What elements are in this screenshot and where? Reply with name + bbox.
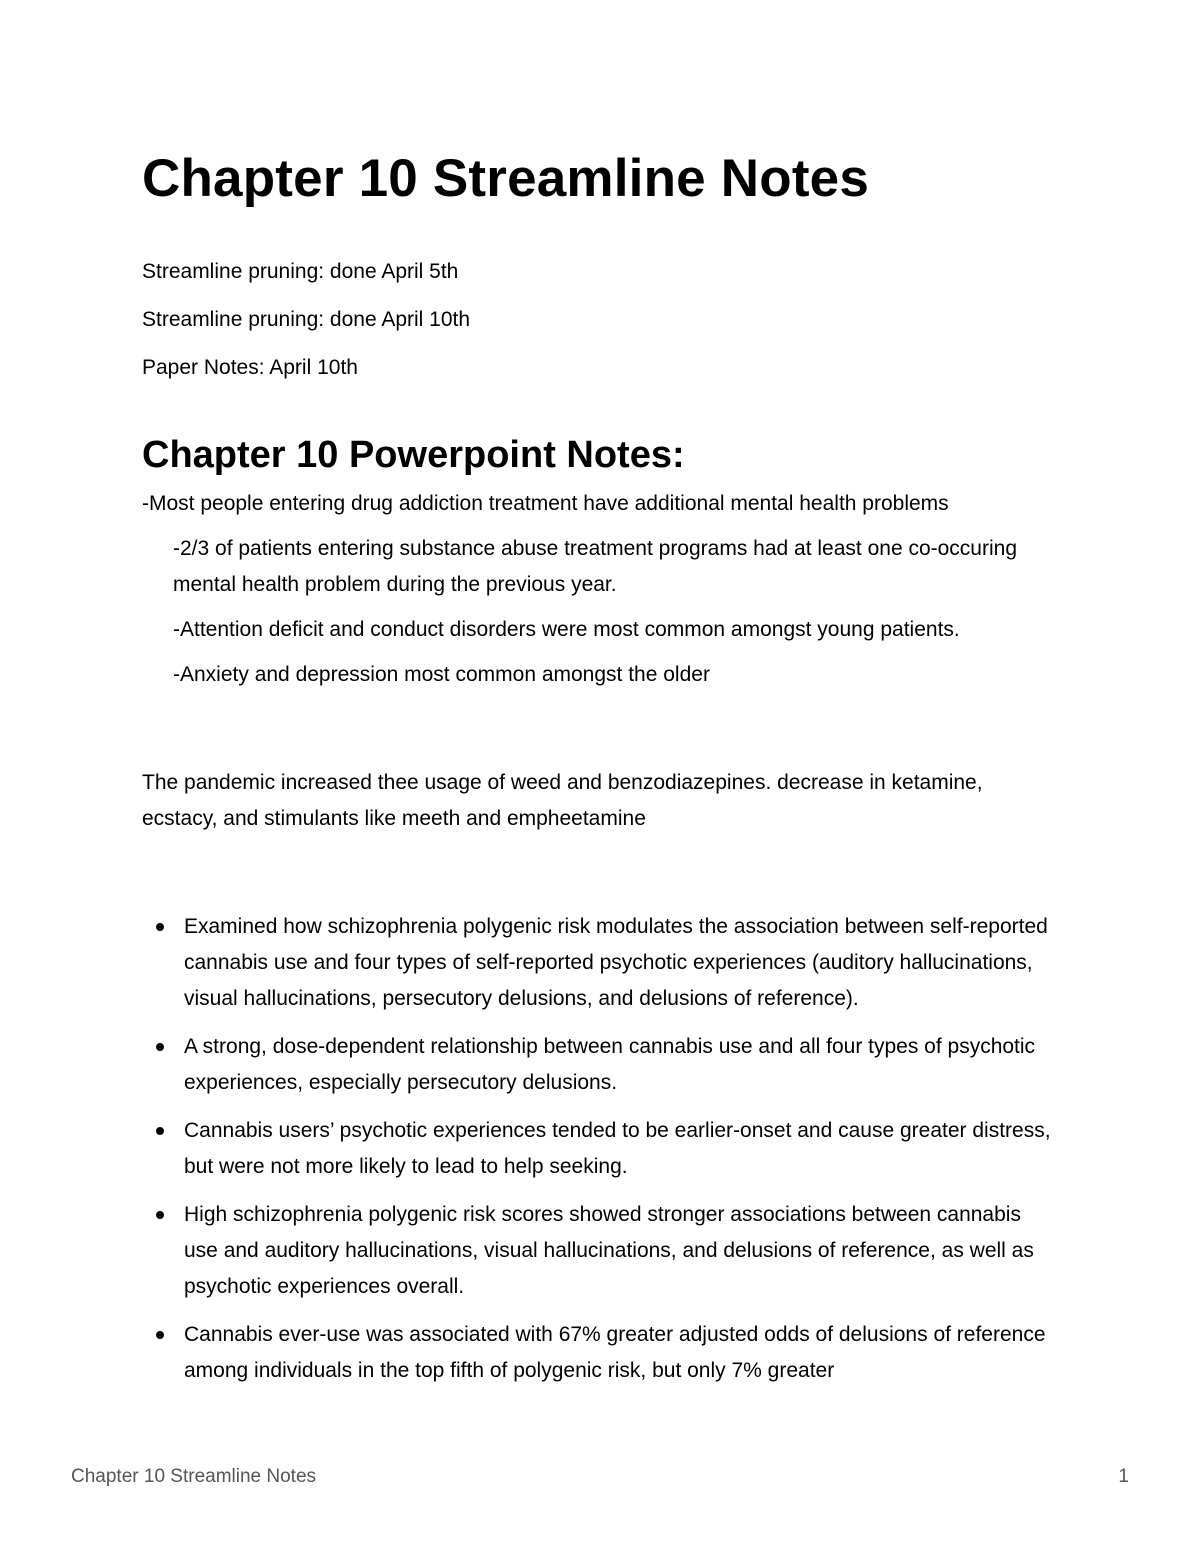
bullet-icon (156, 1127, 164, 1135)
body-paragraph: The pandemic increased thee usage of weed and benzodiazepines. decrease in ketamine, ecstacy, and stimulants like meeth and empheetamine (142, 771, 983, 830)
list-item-text: Cannabis users’ psychotic experiences tended to be earlier-onset and cause greater distress, but were not more likely to lead to help seeking. (184, 1119, 1051, 1178)
meta-line: Streamline pruning: done April 5th (142, 260, 459, 283)
bullet-icon (156, 1043, 164, 1051)
list-item (142, 909, 1054, 1017)
section-title: Chapter 10 Powerpoint Notes: (142, 434, 685, 476)
bullet-icon (156, 1211, 164, 1219)
bullet-icon (156, 923, 164, 931)
list-item-text: Cannabis ever-use was associated with 67% greater adjusted odds of delusions of reference among individuals in the top fifth of polygenic risk, but only 7% greater (184, 1323, 1046, 1382)
sub-point: -Anxiety and depression most common amongst the older (173, 663, 710, 686)
list-item (142, 1113, 1054, 1185)
meta-line: Paper Notes: April 10th (142, 356, 358, 379)
list-item (142, 1029, 1054, 1101)
page-content (142, 146, 1072, 1401)
list-item (142, 1317, 1054, 1389)
sub-point: -2/3 of patients entering substance abuse treatment programs had at least one co-occuring mental health problem during the previous year. (173, 537, 1017, 596)
list-item-text: A strong, dose-dependent relationship between cannabis use and all four types of psychotic experiences, especially persecutory delusions. (184, 1035, 1036, 1094)
list-item-text: High schizophrenia polygenic risk scores showed stronger associations between cannabis use and auditory hallucinations, visual hallucinations, and delusions of reference, as well as psychotic experiences overall. (184, 1203, 1034, 1298)
bullet-list (142, 909, 1072, 1389)
list-item (142, 1197, 1054, 1305)
list-item-text: Examined how schizophrenia polygenic risk modulates the association between self-reported cannabis use and four types of self-reported psychotic experiences (auditory hallucinations, visual hallucinations, persecutory delusions, and delusions of reference). (184, 915, 1048, 1010)
bullet-icon (156, 1331, 164, 1339)
page-number: 1 (1118, 1466, 1129, 1487)
footer-title: Chapter 10 Streamline Notes (71, 1466, 317, 1487)
meta-line: Streamline pruning: done April 10th (142, 308, 471, 331)
document-title: Chapter 10 Streamline Notes (142, 149, 870, 208)
sub-point: -Attention deficit and conduct disorders were most common amongst young patients. (173, 618, 960, 641)
main-point: -Most people entering drug addiction treatment have additional mental health problems (142, 492, 949, 515)
